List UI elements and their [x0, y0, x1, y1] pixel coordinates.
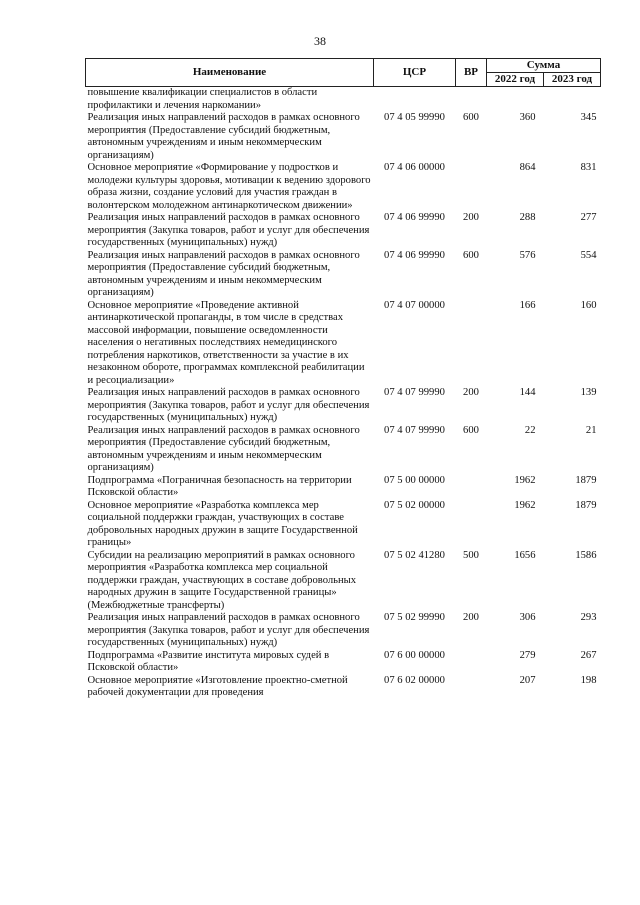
- row-sum-2023-cell: 198: [580, 674, 597, 686]
- header-name: Наименование: [86, 59, 374, 87]
- row-sum-2023-cell: 554: [580, 249, 597, 261]
- table-body: [86, 87, 601, 700]
- table-row: [86, 550, 601, 613]
- row-csr-cell: 07 5 00 00000: [384, 474, 445, 486]
- row-vr-cell: [456, 300, 487, 388]
- row-sum-2023-cell: 1879: [575, 499, 597, 511]
- row-name-cell: Реализация иных направлений расходов в рамках основного мероприятия (Закупка товаров, работ и услуг для обеспечения государственных (муниципальных) нужд): [87, 387, 370, 423]
- row-vr-cell: [456, 650, 487, 675]
- row-name-cell: Реализация иных направлений расходов в рамках основного мероприятия (Предоставление субсидий бюджетным, автономным учреждениям и иным некоммерческим организациям): [87, 249, 360, 298]
- row-vr-cell: 200: [463, 612, 479, 623]
- row-sum-2023-cell: 1586: [575, 549, 597, 561]
- row-sum-2023-cell: 293: [580, 612, 597, 623]
- row-csr-cell: 07 4 06 99990: [384, 249, 445, 261]
- row-vr-cell: 200: [463, 387, 479, 398]
- row-csr-cell: 07 4 06 00000: [384, 162, 445, 173]
- row-sum-2023-cell: 831: [580, 162, 597, 173]
- row-name-cell: Основное мероприятие «Разработка комплекса мер социальной поддержки граждан, участвующих в составе добровольных народных дружин в защите Государственной границы»: [87, 499, 358, 548]
- row-sum-2022-cell: 1656: [514, 549, 536, 561]
- row-vr-cell: 500: [463, 549, 479, 561]
- row-name-cell: Субсидии на реализацию мероприятий в рамках основного мероприятия «Разработка комплекса мер социальной поддержки граждан, участвующих в составе добровольных народных дружин в защите Государственной границы» (Межбюджетные трансферты): [87, 549, 357, 611]
- page-number: 38: [314, 34, 326, 48]
- row-vr-cell: [456, 162, 487, 212]
- row-sum-2023-cell: [544, 87, 601, 113]
- row-csr-cell: [374, 87, 456, 113]
- row-name-cell: Реализация иных направлений расходов в рамках основного мероприятия (Закупка товаров, работ и услуг для обеспечения государственных (муниципальных) нужд): [87, 612, 370, 648]
- table-row: [86, 387, 601, 425]
- header-sum: Сумма: [487, 59, 601, 73]
- row-sum-2022-cell: 864: [519, 162, 536, 173]
- row-sum-2022-cell: 279: [519, 649, 536, 661]
- row-sum-2023-cell: 345: [580, 112, 597, 123]
- header-year-2023: 2023 год: [544, 73, 601, 87]
- row-sum-2023-cell: 1879: [575, 474, 597, 486]
- row-name-cell: Реализация иных направлений расходов в рамках основного мероприятия (Предоставление субсидий бюджетным, автономным учреждениям и иным некоммерческим организациям): [87, 112, 360, 161]
- table-row: [86, 650, 601, 675]
- row-sum-2022-cell: 288: [519, 212, 536, 223]
- row-csr-cell: 07 4 07 99990: [384, 387, 445, 398]
- row-vr-cell: [456, 475, 487, 500]
- table-header: [86, 59, 601, 87]
- table-row: [86, 212, 601, 250]
- row-vr-cell: 600: [463, 424, 479, 436]
- row-sum-2022-cell: 207: [519, 674, 536, 686]
- row-sum-2022-cell: 1962: [514, 499, 536, 511]
- row-csr-cell: 07 4 07 99990: [384, 424, 445, 436]
- row-name-cell: Основное мероприятие «Изготовление проектно-сметной рабочей документации для проведения: [87, 674, 348, 698]
- table-row: [86, 112, 601, 162]
- row-csr-cell: 07 5 02 99990: [384, 612, 445, 623]
- row-sum-2022-cell: 144: [519, 387, 536, 398]
- row-sum-2023-cell: 139: [580, 387, 597, 398]
- row-csr-cell: 07 6 00 00000: [384, 649, 445, 661]
- row-sum-2023-cell: 277: [580, 212, 597, 223]
- row-sum-2023-cell: 160: [580, 299, 597, 311]
- table-row: [86, 475, 601, 500]
- table-row: [86, 300, 601, 388]
- row-sum-2022-cell: 576: [519, 249, 536, 261]
- table-row: [86, 87, 601, 113]
- row-csr-cell: 07 6 02 00000: [384, 674, 445, 686]
- row-name-cell: Основное мероприятие «Проведение активной антинаркотической пропаганды, в том числе в средствах массовой информации, повышение осведомленности населения о негативных последствиях немедицинского потребления наркотиков, ответственности за участие в их незаконном обороте, программах комплексной реабилитации и ресоциализации»: [87, 299, 365, 386]
- table-row: [86, 612, 601, 650]
- row-name-cell: Реализация иных направлений расходов в рамках основного мероприятия (Закупка товаров, работ и услуг для обеспечения государственных (муниципальных) нужд): [87, 212, 370, 248]
- row-vr-cell: [456, 675, 487, 700]
- row-sum-2023-cell: 267: [580, 649, 597, 661]
- row-name-cell: Подпрограмма «Развитие института мировых судей в Псковской области»: [87, 649, 330, 673]
- row-name-cell: Реализация иных направлений расходов в рамках основного мероприятия (Предоставление субсидий бюджетным, автономным учреждениям и иным некоммерческим организациям): [87, 424, 360, 473]
- row-sum-2022-cell: 360: [519, 112, 536, 123]
- row-vr-cell: 600: [463, 249, 479, 261]
- header-year-2022: 2022 год: [487, 73, 544, 87]
- budget-table: [85, 58, 601, 700]
- table-row: [86, 500, 601, 550]
- row-vr-cell: [456, 87, 487, 113]
- row-vr-cell: 600: [463, 112, 479, 123]
- header-csr: ЦСР: [374, 59, 456, 87]
- row-sum-2022-cell: 166: [519, 299, 536, 311]
- row-sum-2022-cell: 306: [519, 612, 536, 623]
- table-row: [86, 425, 601, 475]
- row-vr-cell: [456, 500, 487, 550]
- row-name-cell: Подпрограмма «Пограничная безопасность на территории Псковской области»: [87, 474, 352, 498]
- row-name-cell: повышение квалификации специалистов в области профилактики и лечения наркомании»: [87, 87, 318, 111]
- row-vr-cell: 200: [463, 212, 479, 223]
- row-csr-cell: 07 4 05 99990: [384, 112, 445, 123]
- row-csr-cell: 07 4 06 99990: [384, 212, 445, 223]
- row-name-cell: Основное мероприятие «Формирование у подростков и молодежи культуры здоровья, мотивации к ведению здорового образа жизни, создание условий для участия граждан в волонтерском молодежном антинаркотическом движении»: [87, 162, 371, 211]
- row-csr-cell: 07 5 02 00000: [384, 499, 445, 511]
- row-sum-2022-cell: [487, 87, 544, 113]
- row-sum-2022-cell: 22: [524, 424, 536, 436]
- table-row: [86, 162, 601, 212]
- row-sum-2023-cell: 21: [585, 424, 597, 436]
- row-csr-cell: 07 5 02 41280: [384, 549, 445, 561]
- row-sum-2022-cell: 1962: [514, 474, 536, 486]
- table-row: [86, 250, 601, 300]
- header-vr: ВР: [456, 59, 487, 87]
- row-csr-cell: 07 4 07 00000: [384, 299, 445, 311]
- table-row: [86, 675, 601, 700]
